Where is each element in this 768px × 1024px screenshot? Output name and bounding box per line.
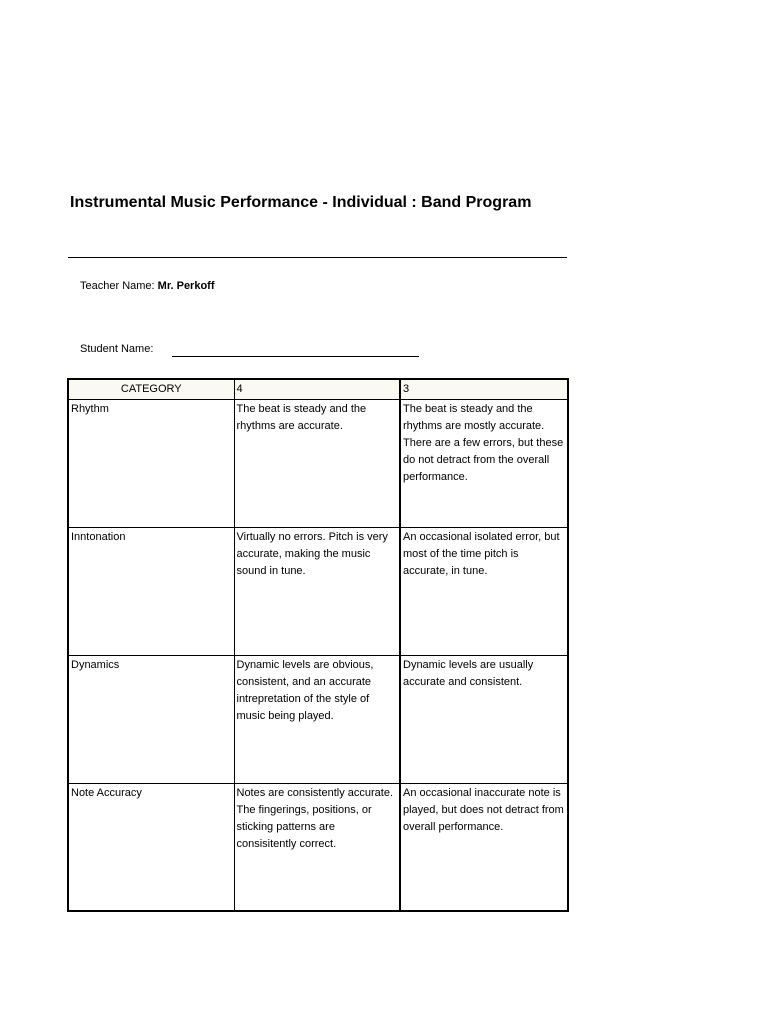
category-cell: Dynamics [68,656,234,784]
score-4-cell: The beat is steady and the rhythms are accurate. [234,400,400,528]
title-divider [68,257,567,258]
score-4-cell: Virtually no errors. Pitch is very accurate, making the music sound in tune. [234,528,400,656]
rubric-header-row [68,379,568,400]
rubric-row-dynamics [68,656,568,784]
rubric-row-intonation [68,528,568,656]
column-header-score-4: 4 [234,379,400,400]
teacher-name-value: Mr. Perkoff [157,280,215,292]
rubric-row-note-accuracy [68,784,568,912]
category-cell: Rhythm [68,400,234,528]
teacher-name-line [80,280,215,292]
score-4-cell: Dynamic levels are obvious, consistent, and an accurate intrepretation of the style of music being played. [234,656,400,784]
teacher-name-label: Teacher Name: [80,280,155,292]
category-cell: Note Accuracy [68,784,234,912]
rubric-row-rhythm [68,400,568,528]
page-title: Instrumental Music Performance - Individual : Band Program [70,194,532,211]
student-name-blank [172,356,419,357]
score-3-cell: An occasional isolated error, but most of the time pitch is accurate, in tune. [400,528,568,656]
score-3-cell: Dynamic levels are usually accurate and consistent. [400,656,568,784]
student-name-line [80,343,153,355]
score-3-cell: An occasional inaccurate note is played, but does not detract from overall performance. [400,784,568,912]
score-4-cell: Notes are consistently accurate. The fingerings, positions, or sticking patterns are consisitently correct. [234,784,400,912]
category-cell: Inntonation [68,528,234,656]
rubric-table [67,378,569,912]
column-header-category: CATEGORY [68,379,234,400]
score-3-cell: The beat is steady and the rhythms are mostly accurate. There are a few errors, but these do not detract from the overall performance. [400,400,568,528]
column-header-score-3: 3 [400,379,568,400]
student-name-label: Student Name: [80,343,154,355]
